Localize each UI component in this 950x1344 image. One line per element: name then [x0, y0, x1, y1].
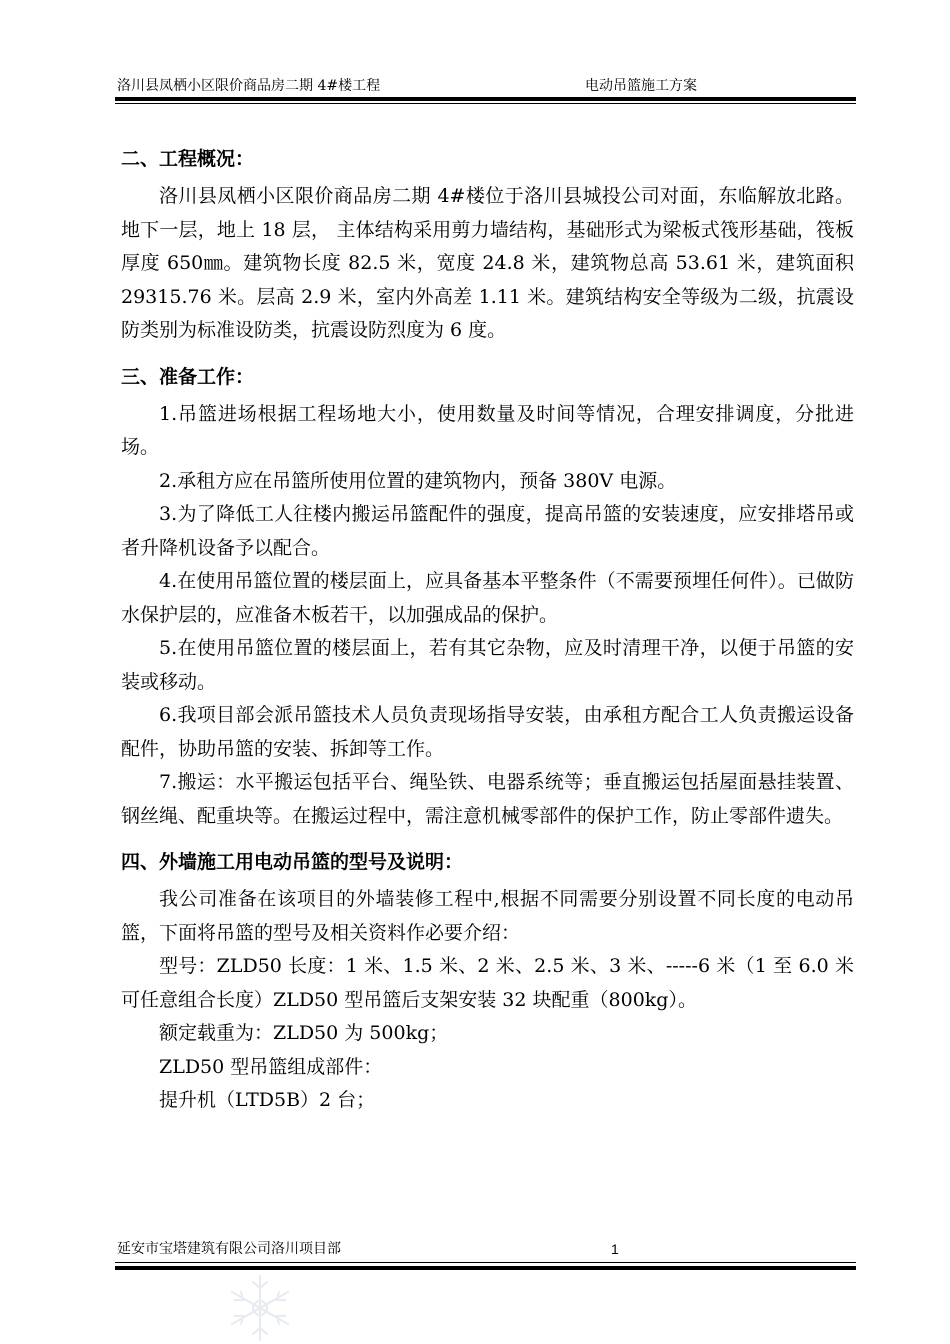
- paragraph: 型号：ZLD50 长度：1 米、1.5 米、2 米、2.5 米、3 米、-----6 米（1 至 6.0 米可任意组合长度）ZLD50 型吊篮后支架安装 32 块配重（800kg）。: [121, 955, 854, 1011]
- paragraph: 7.搬运：水平搬运包括平台、绳坠铁、电器系统等；垂直搬运包括屋面悬挂装置、钢丝绳、配重块等。在搬运过程中，需注意机械零部件的保护工作，防止零部件遗失。: [121, 771, 854, 827]
- section-preparation: [121, 356, 854, 834]
- paragraph: 提升机（LTD5B）2 台；: [159, 1089, 376, 1111]
- header-document-title: 电动吊篮施工方案: [585, 78, 697, 94]
- page-footer: [117, 1240, 855, 1260]
- paragraph: ZLD50 型吊篮组成部件：: [159, 1055, 383, 1078]
- section-heading: 二、工程概况：: [121, 148, 255, 170]
- paragraph: 洛川县凤栖小区限价商品房二期 4#楼位于洛川县城投公司对面，东临解放北路。地下一层，地上 18 层， 主体结构采用剪力墙结构，基础形式为梁板式筏形基础，筏板厚度 650㎜。建筑物长度 82.5 米，宽度 24.8 米，建筑物总高 53.61 米，建筑面积 29315.76 米。层高 2.9 米，室内外高差 1.11 米。建筑结构安全等级为二级，抗震设防类别为标准设防类，抗震设防烈度为 6 度。: [121, 185, 854, 341]
- paragraph: 我公司准备在该项目的外墙装修工程中,根据不同需要分别设置不同长度的电动吊篮，下面将吊篮的型号及相关资料作必要介绍：: [121, 888, 854, 944]
- paragraph: 6.我项目部会派吊篮技术人员负责现场指导安装，由承租方配合工人负责搬运设备配件，协助吊篮的安装、拆卸等工作。: [121, 704, 854, 760]
- paragraph: 5.在使用吊篮位置的楼层面上，若有其它杂物，应及时清理干净，以便于吊篮的安装或移动。: [121, 637, 854, 693]
- section-project-overview: [121, 138, 854, 348]
- section-gondola-models: [121, 841, 854, 1118]
- header-project-title: 洛川县凤栖小区限价商品房二期 4#楼工程: [117, 78, 381, 94]
- paragraph: 2.承租方应在吊篮所使用位置的建筑物内，预备 380V 电源。: [159, 469, 677, 492]
- footer-company: 延安市宝塔建筑有限公司洛川项目部: [117, 1241, 341, 1257]
- header-rule-thick: [115, 97, 856, 101]
- section-heading: 四、外墙施工用电动吊篮的型号及说明：: [121, 851, 464, 873]
- footer-rule-thin: [115, 1262, 856, 1263]
- header-rule-thin: [115, 103, 856, 104]
- section-heading: 三、准备工作：: [121, 365, 255, 388]
- document-body: [121, 138, 854, 1118]
- page-number: 1: [611, 1241, 619, 1257]
- page-header: [117, 77, 855, 97]
- paragraph: 1.吊篮进场根据工程场地大小，使用数量及时间等情况，合理安排调度，分批进场。: [121, 402, 854, 458]
- paragraph: 额定载重为：ZLD50 为 500kg；: [159, 1022, 449, 1044]
- snowflake-watermark-icon: [215, 1272, 305, 1344]
- paragraph: 4.在使用吊篮位置的楼层面上，应具备基本平整条件（不需要预埋任何件）。已做防水保护层的，应准备木板若干，以加强成品的保护。: [121, 570, 854, 626]
- paragraph: 3.为了降低工人往楼内搬运吊篮配件的强度，提高吊篮的安装速度，应安排塔吊或者升降机设备予以配合。: [121, 503, 854, 559]
- footer-rule-thick: [115, 1266, 856, 1270]
